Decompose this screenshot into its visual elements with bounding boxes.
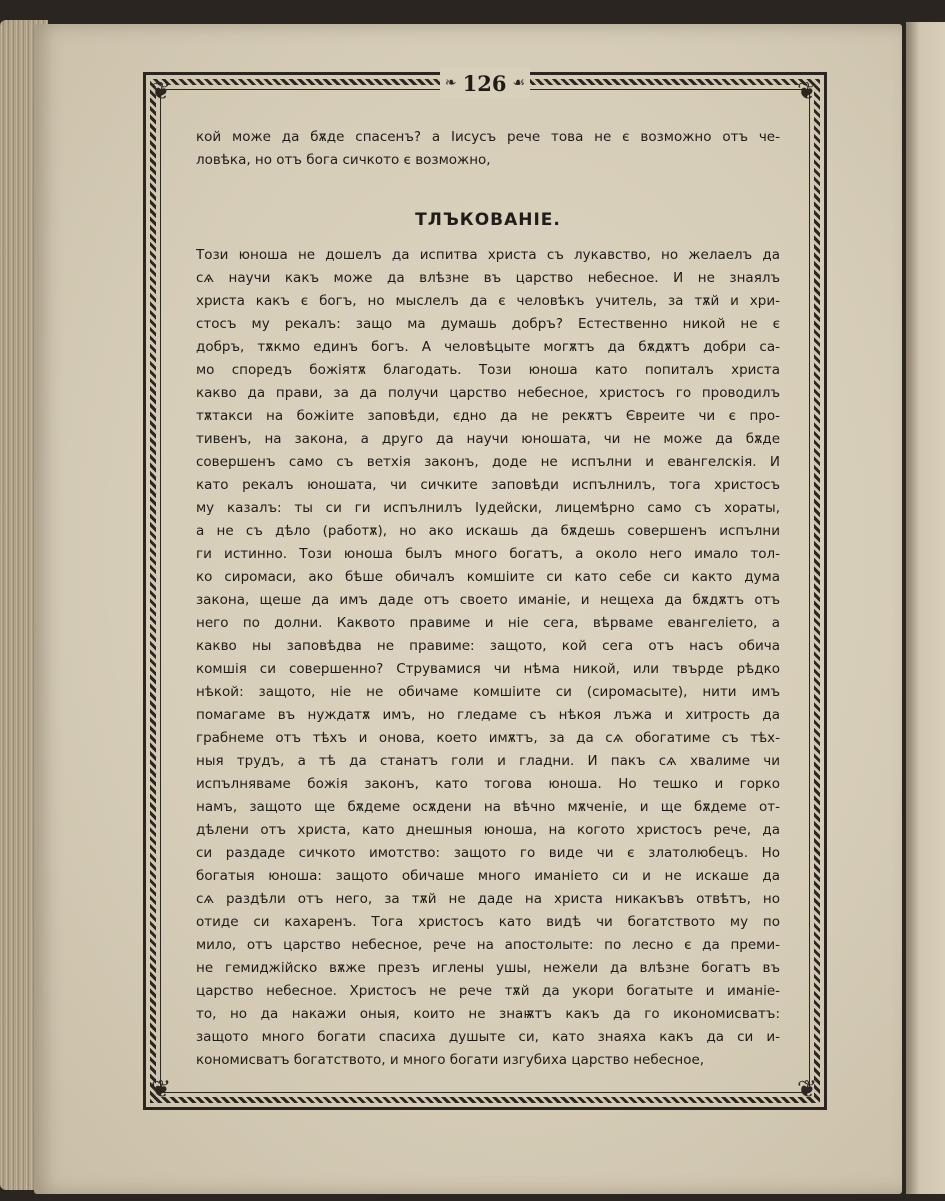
text-line: намъ, защото ще бѫдеме осѫдени на вѣчно мѫченіе, и ще бѫдеме от- <box>196 799 780 815</box>
text-line: добръ, тѫкмо единъ богъ. А человѣцыте могѫтъ да бѫдѫтъ добри са- <box>196 339 780 355</box>
text-line: стосъ му рекалъ: защо ма думашь добръ? Естественно никой не є <box>196 316 780 332</box>
text-line: комшія си совершенно? Струвамися чи нѣма никой, или твърде рѣдко <box>196 661 780 677</box>
text-line: нѣкой: защото, ніе не обичаме комшіите си (сиромасыте), нити имъ <box>196 684 780 700</box>
page-header <box>440 68 530 98</box>
corner-ornament-icon: ❦ <box>150 1075 172 1103</box>
section-heading: ТЛЪКОВАНІЕ. <box>415 210 561 230</box>
text-line: сѧ научи какъ може да влѣзне въ царство небесное. И не знаялъ <box>196 270 780 286</box>
text-line: грабнеме отъ тѣхъ и онова, което имѫтъ, за да сѧ обогатиме съ тѣх- <box>196 730 780 746</box>
leaf-ornament-icon: ❧ <box>444 75 457 91</box>
text-line: закона, щеше да имъ даде отъ своето иманіе, и нещеха да бѫдѫтъ отъ <box>196 592 780 608</box>
text-line: а не съ дѣло (работѫ), но ако искашь да бѫдешь совершенъ испълни <box>196 523 780 539</box>
text-line: помагаме въ нуждатѫ имъ, но гледаме съ нѣкоя лъжа и хитрость да <box>196 707 780 723</box>
text-line: мо споредъ божіятѫ благодать. Този юноша като попиталъ христа <box>196 362 780 378</box>
text-line: като рекалъ юношата, чи сичките заповѣди испълнилъ, тога христосъ <box>196 477 780 493</box>
page-text <box>196 126 780 1072</box>
text-line: Този юноша не дошелъ да испитва христа съ лукавство, но желаелъ да <box>196 247 780 263</box>
text-line: мило, отъ царство небесное, рече на апостолыте: по лесно є да преми- <box>196 937 780 953</box>
text-line: си раздаде сичкото имотство: защото го виде чи є златолюбецъ. Но <box>196 845 780 861</box>
intro-paragraph <box>196 126 780 172</box>
text-line: какво ны заповѣдва не правиме: защото, кой сега отъ насъ обича <box>196 638 780 654</box>
page-number: 126 <box>462 70 507 96</box>
text-line: кономисватъ богатството, и много богати изгубиха царство небесное, <box>196 1052 705 1068</box>
commentary-paragraph <box>196 244 780 1072</box>
text-line: царство небесное. Христосъ не рече тѫй да укори богатыте и иманіе- <box>196 983 780 999</box>
text-line: кой може да бѫде спасенъ? а Іисусъ рече това не є возможно отъ че- <box>196 129 780 145</box>
corner-ornament-icon: ❦ <box>796 1075 818 1103</box>
leaf-ornament-icon: ☙ <box>512 75 526 91</box>
corner-ornament-icon: ❦ <box>150 77 172 105</box>
text-line: совершенъ само съ ветхія законъ, доде не испълни и евангелскія. И <box>196 454 780 470</box>
text-line: не гемиджійско вѫже презъ иглены ушы, нежели да влѣзне богатъ въ <box>196 960 780 976</box>
text-line: ги истинно. Този юноша былъ много богатъ, а около него имало тол- <box>196 546 780 562</box>
text-line: сѧ раздѣли отъ него, за тѫй не даде на христа никакъвъ отвѣтъ, но <box>196 891 780 907</box>
text-line: тѫтакси на божіите заповѣди, єдно да не рекѫтъ Євреите чи є про- <box>196 408 780 424</box>
text-line: богатыя юноша: защото обичаше много иманіето си и не искаше да <box>196 868 780 884</box>
text-line: ныя трудъ, а тѣ да станатъ голи и гладни. И пакъ сѧ хвалиме чи <box>196 753 780 769</box>
text-line: испълняваме божія законъ, като тогова юноша. Но тешко и горко <box>196 776 780 792</box>
text-line: то, но да накажи оныя, които не знаѭтъ какъ да го икономисватъ: <box>196 1006 780 1022</box>
text-line: ловѣка, но отъ бога сичкото є возможно, <box>196 152 491 168</box>
text-line: защото много богати спасиха душыте си, като знаяха какъ да си и- <box>196 1029 780 1045</box>
corner-ornament-icon: ❦ <box>796 77 818 105</box>
facing-page-edge <box>906 22 945 1194</box>
text-line: христа какъ є богъ, но мыслелъ да є человѣкъ учитель, за тѫй и хри- <box>196 293 780 309</box>
text-line: тивенъ, на закона, а друго да научи юношата, чи не може да бѫде <box>196 431 780 447</box>
text-line: дѣлени отъ христа, като днешныя юноша, на когото христосъ рече, да <box>196 822 780 838</box>
text-line: него по долни. Каквото правиме и ніе сега, вѣрваме евангеліето, а <box>196 615 780 631</box>
text-line: му казалъ: ты си ги испълнилъ Іудейски, лицемѣрно само съ хораты, <box>196 500 780 516</box>
text-line: отиде си кахаренъ. Тога христосъ като видѣ чи богатството му по <box>196 914 780 930</box>
text-line: какво да прави, за да получи царство небесное, христосъ го проводилъ <box>196 385 780 401</box>
text-line: ко сиромаси, ако бѣше обичалъ комшіите си като себе си както дума <box>196 569 780 585</box>
